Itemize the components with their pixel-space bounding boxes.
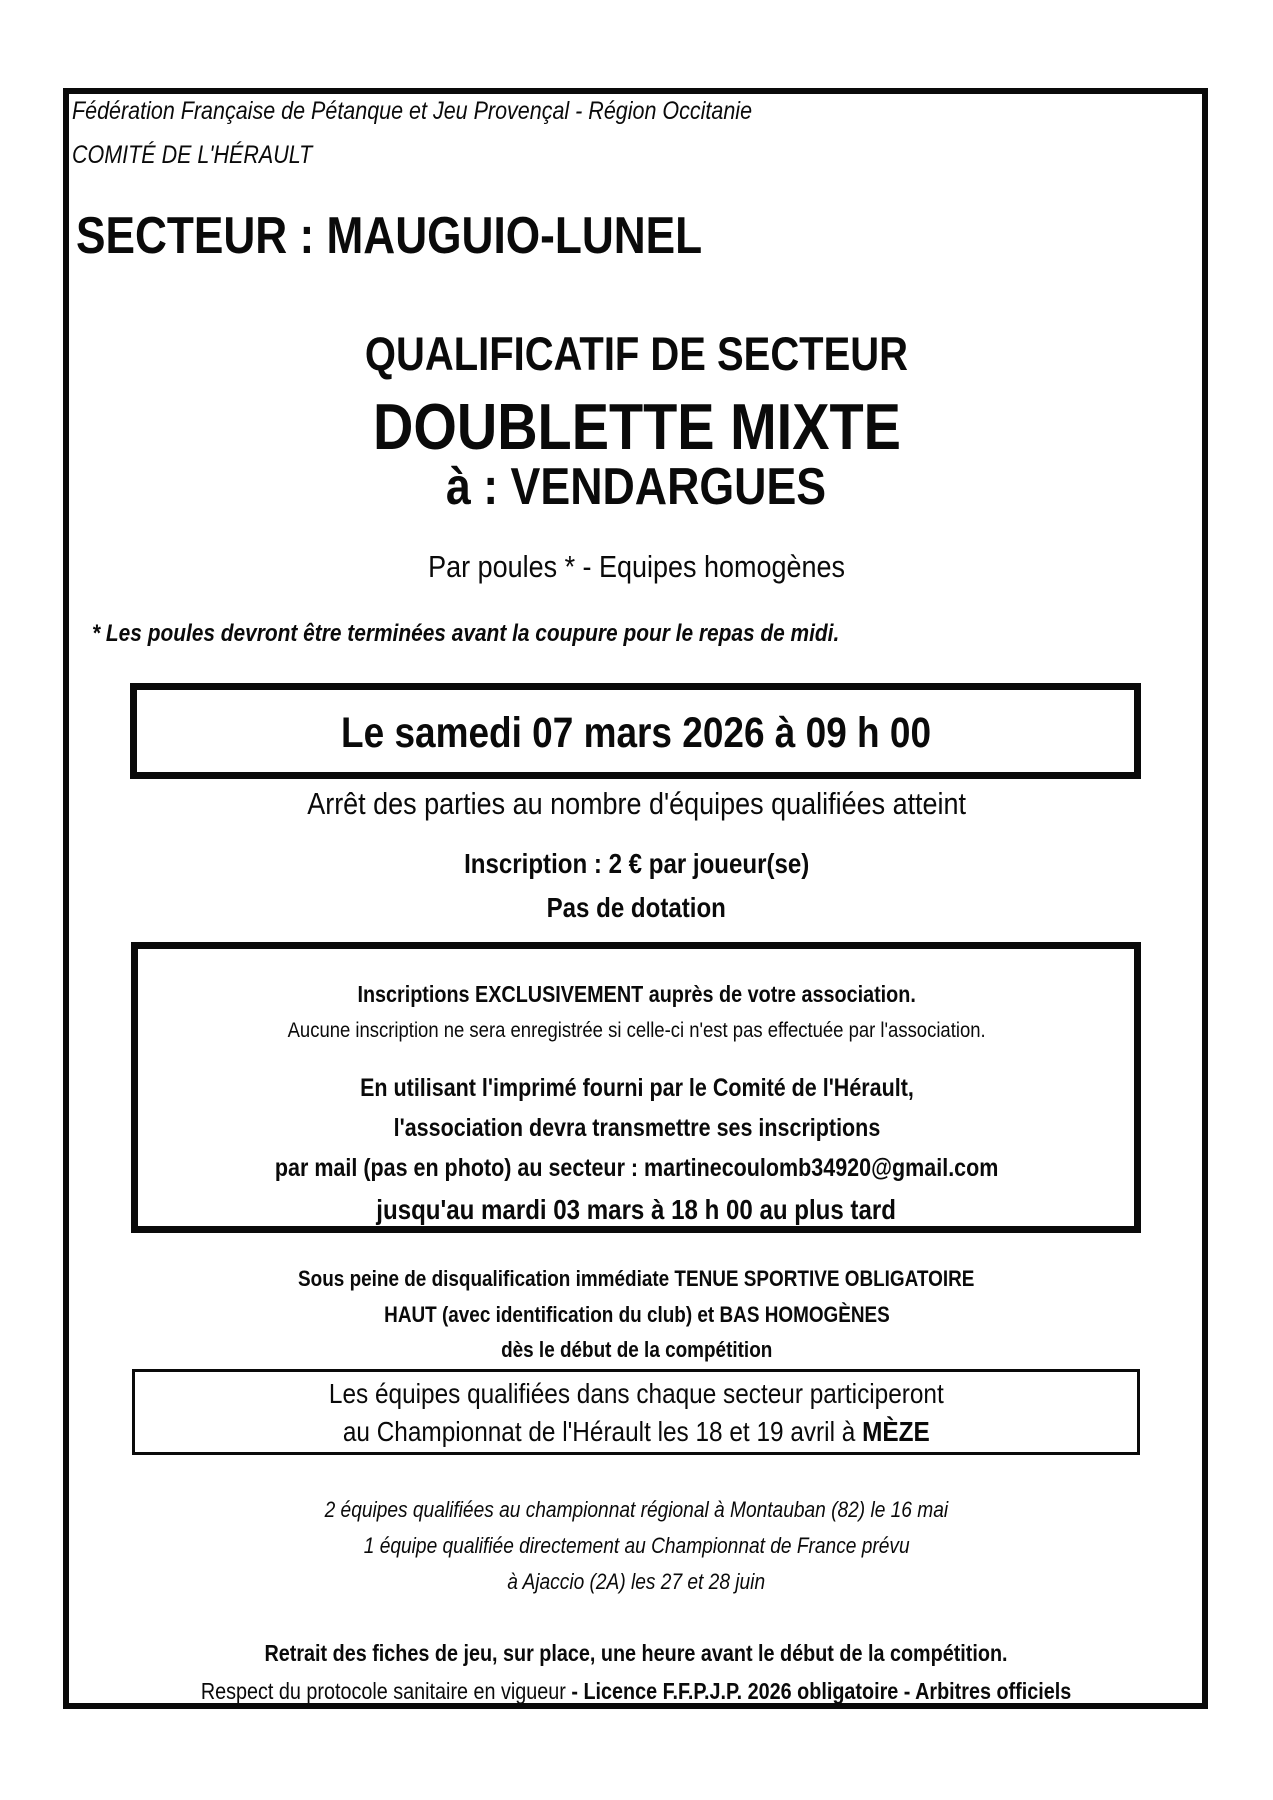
- entry-fee-text: Inscription : 2 € par joueur(se): [463, 848, 810, 879]
- registration-mail-prefix: par mail (pas en photo) au secteur :: [274, 1154, 644, 1182]
- location-text: à : VENDARGUES: [446, 458, 827, 516]
- entry-fee: [0, 850, 1273, 878]
- location-title: [0, 458, 1273, 516]
- qualification-line-3: [0, 1571, 1273, 1593]
- dress-code-line-3: [0, 1339, 1273, 1361]
- sector-text: SECTEUR : MAUGUIO-LUNEL: [76, 207, 703, 265]
- stop-rule: [0, 788, 1273, 819]
- dress-code-line-3-text: dès le début de la compétition: [500, 1337, 773, 1362]
- format-note-text: * Les poules devront être terminées avant la coupure pour le repas de midi.: [92, 620, 840, 647]
- event-date: [0, 709, 1273, 757]
- registration-deadline-text: jusqu'au mardi 03 mars à 18 h 00 au plus tard: [376, 1194, 897, 1225]
- qualification-line-2: [0, 1535, 1273, 1557]
- registration-line-1-text: Inscriptions EXCLUSIVEMENT auprès de votre association.: [357, 981, 916, 1007]
- championship-line-2-text: [343, 1418, 930, 1446]
- stop-rule-text: Arrêt des parties au nombre d'équipes qualifiées atteint: [307, 786, 966, 821]
- dress-code-line-1-text: Sous peine de disqualification immédiate TENUE SPORTIVE OBLIGATOIRE: [298, 1266, 975, 1291]
- rules-note-text: [201, 1680, 1071, 1703]
- qualification-line-1-text: 2 équipes qualifiées au championnat régional à Montauban (82) le 16 mai: [324, 1497, 949, 1522]
- qualification-line-3-text: à Ajaccio (2A) les 27 et 28 juin: [507, 1569, 766, 1594]
- rules-prefix: Respect du protocole sanitaire en vigueur: [201, 1678, 572, 1704]
- registration-line-2-text: Aucune inscription ne sera enregistrée si celle-ci n'est pas effectuée par l'association.: [287, 1019, 986, 1042]
- category-text: DOUBLETTE MIXTE: [372, 390, 901, 463]
- prize-info-text: Pas de dotation: [546, 892, 727, 923]
- rules-note: [0, 1680, 1273, 1703]
- championship-line-1: [0, 1380, 1273, 1408]
- dress-code-line-1: [0, 1268, 1273, 1290]
- registration-email-link[interactable]: martinecoulomb34920@gmail.com: [643, 1154, 999, 1182]
- championship-dates: au Championnat de l'Hérault les 18 et 19 avril à: [343, 1416, 863, 1447]
- registration-deadline: [0, 1196, 1273, 1224]
- federation-name: [72, 99, 863, 124]
- registration-line-5: [0, 1156, 1273, 1181]
- federation-text: Fédération Française de Pétanque et Jeu Provençal - Région Occitanie: [72, 97, 753, 125]
- registration-line-1: [0, 983, 1273, 1006]
- championship-line-1-text: Les équipes qualifiées dans chaque secteur participeront: [329, 1378, 944, 1409]
- dress-code-line-2: [0, 1304, 1273, 1326]
- dress-code-line-2-text: HAUT (avec identification du club) et BAS HOMOGÈNES: [383, 1302, 890, 1327]
- registration-line-4: [0, 1116, 1273, 1141]
- format-label: Par poules * - Equipes homogènes: [428, 549, 845, 584]
- category-title: [0, 390, 1273, 463]
- prize-info: [0, 894, 1273, 922]
- championship-line-2: [0, 1418, 1273, 1446]
- registration-line-3-text: En utilisant l'imprimé fourni par le Comité de l'Hérault,: [359, 1074, 914, 1102]
- format-note: [92, 622, 951, 646]
- qualifier-text: QUALIFICATIF DE SECTEUR: [364, 327, 909, 380]
- registration-line-2: [0, 1020, 1273, 1041]
- rules-bold: - Licence F.F.P.J.P. 2026 obligatoire - Arbitres officiels: [571, 1678, 1072, 1704]
- format-text: [0, 551, 1273, 582]
- qualification-line-1: [0, 1499, 1273, 1521]
- withdrawal-note-text: Retrait des fiches de jeu, sur place, une heure avant le début de la compétition.: [264, 1640, 1009, 1666]
- qualification-line-2-text: 1 équipe qualifiée directement au Championnat de France prévu: [363, 1533, 910, 1558]
- registration-line-3: [0, 1076, 1273, 1101]
- sector-title: [76, 207, 813, 265]
- registration-line-4-text: l'association devra transmettre ses inscriptions: [393, 1114, 880, 1142]
- qualifier-title: [0, 327, 1273, 380]
- registration-line-5-text: [275, 1156, 998, 1181]
- committee-text: COMITÉ DE L'HÉRAULT: [72, 141, 313, 169]
- withdrawal-note: [0, 1642, 1273, 1665]
- championship-city: MÈZE: [862, 1416, 930, 1447]
- event-date-text: Le samedi 07 mars 2026 à 09 h 00: [341, 709, 932, 757]
- committee-name: [72, 143, 351, 168]
